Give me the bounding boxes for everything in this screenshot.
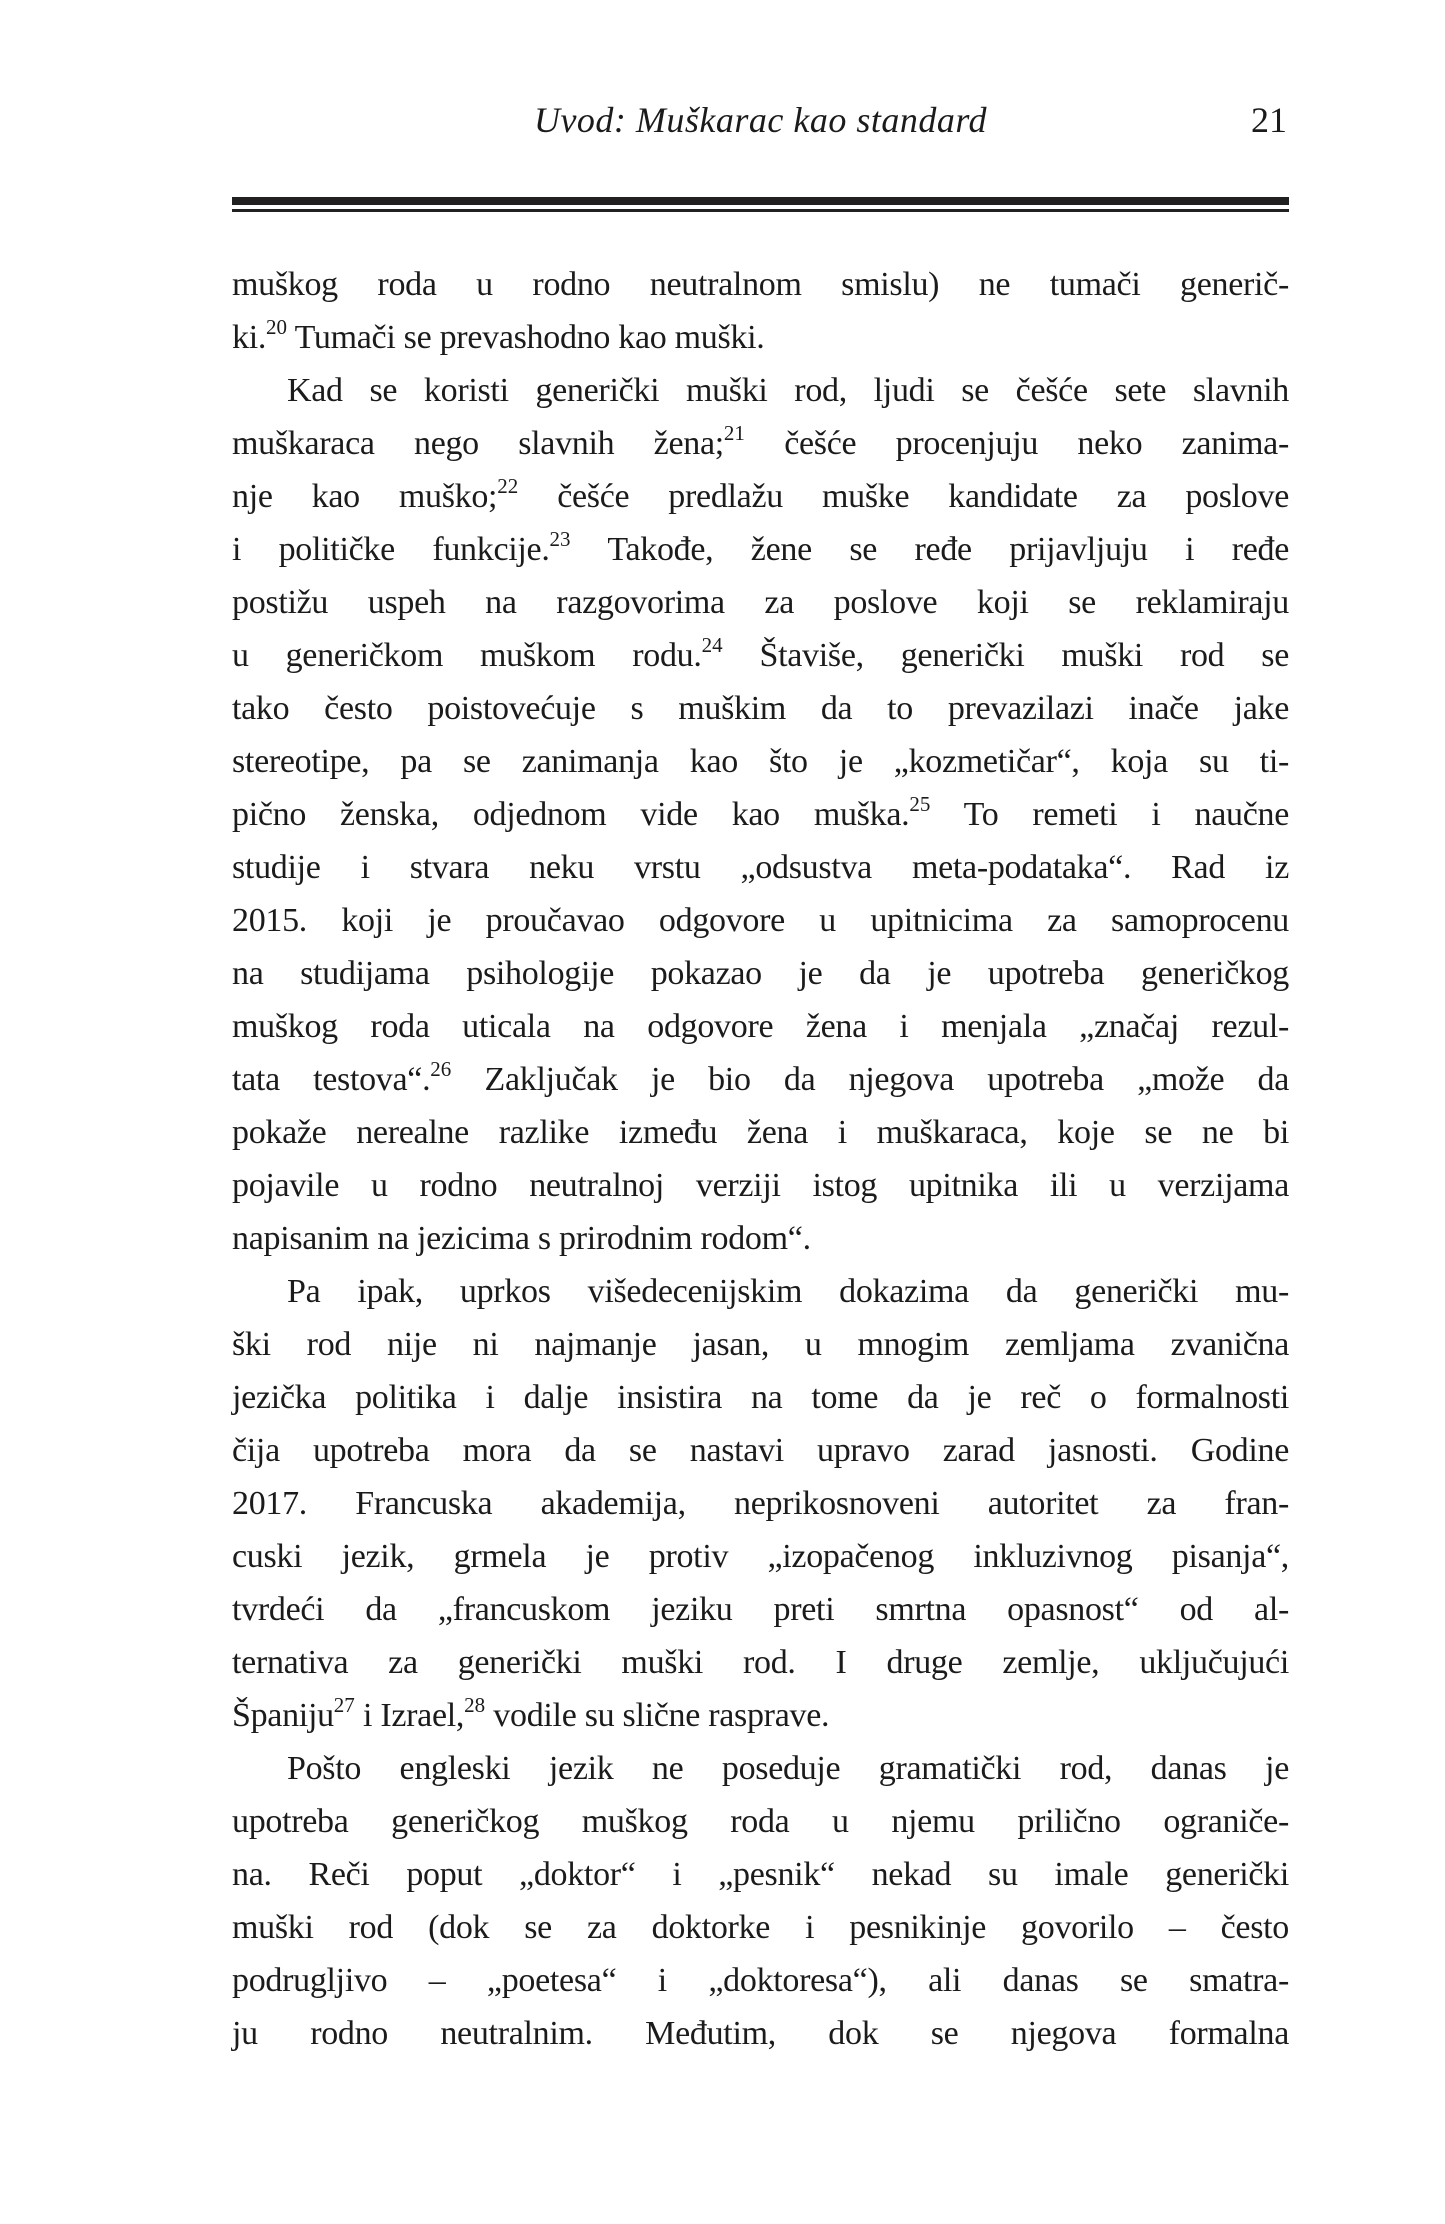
text-line: Pa ipak, uprkos višedecenijskim dokazima da generički mu-	[287, 1273, 1289, 1310]
footnote-ref: 22	[497, 473, 519, 498]
text-line: stereotipe, pa se zanimanja kao što je „kozmetičar“, koja su ti-	[232, 743, 1289, 780]
text-line: tata testova“.$^{26}$ Zaključak je bio da njegova upotreba „može da	[232, 1056, 1289, 1098]
text-line: pokaže nerealne razlike između žena i muškaraca, koje se ne bi	[232, 1114, 1289, 1151]
header-rule-thick	[232, 197, 1289, 205]
page-body	[232, 258, 1289, 2060]
footnote-ref: 26	[430, 1056, 452, 1081]
text-line: 2015. koji je proučavao odgovore u upitnicima za samoprocenu	[232, 902, 1289, 939]
text-line: čija upotreba mora da se nastavi upravo zarad jasnosti. Godine	[232, 1432, 1289, 1469]
text-line: napisanim na jezicima s prirodnim rodom“.	[232, 1220, 811, 1257]
text-line: ški rod nije ni najmanje jasan, u mnogim zemljama zvanična	[232, 1326, 1289, 1363]
text-line: muškog roda u rodno neutralnom smislu) ne tumači generič-	[232, 266, 1289, 303]
text-line: upotreba generičkog muškog roda u njemu prilično ograniče-	[232, 1803, 1289, 1840]
footnote-ref: 27	[333, 1692, 355, 1717]
running-title: Uvod: Muškarac kao standard	[533, 100, 988, 140]
footnote-ref: 21	[723, 420, 745, 445]
text-line: u generičkom muškom rodu.$^{24}$ Štaviše, generički muški rod se	[232, 632, 1290, 674]
text-line: muškaraca nego slavnih žena;$^{21}$ češće procenjuju neko zanima-	[232, 420, 1289, 462]
text-line: Kad se koristi generički muški rod, ljudi se češće sete slavnih	[287, 372, 1289, 409]
text-line: tvrdeći da „francuskom jeziku preti smrtna opasnost“ od al-	[232, 1591, 1289, 1628]
text-column	[232, 0, 1289, 2060]
footnote-ref: 25	[909, 791, 931, 816]
page-number: 21	[1251, 100, 1287, 140]
header-rule-thin	[232, 209, 1289, 212]
text-line: muškog roda uticala na odgovore žena i menjala „značaj rezul-	[232, 1008, 1289, 1045]
text-line: 2017. Francuska akademija, neprikosnoveni autoritet za fran-	[232, 1485, 1289, 1522]
text-line: ternativa za generički muški rod. I druge zemlje, uključujući	[232, 1644, 1289, 1681]
text-line: studije i stvara neku vrstu „odsustva meta-podataka“. Rad iz	[232, 849, 1289, 886]
text-line: tako često poistovećuje s muškim da to prevazilazi inače jake	[232, 690, 1289, 727]
text-line: ki.$^{20}$ Tumači se prevashodno kao muški.	[232, 314, 765, 356]
text-line: pojavile u rodno neutralnoj verziji istog upitnika ili u verzijama	[232, 1167, 1289, 1204]
text-line: na studijama psihologije pokazao je da je upotreba generičkog	[232, 955, 1289, 992]
text-line: cuski jezik, grmela je protiv „izopačenog inkluzivnog pisanja“,	[232, 1538, 1289, 1575]
page-header	[232, 95, 1289, 145]
footnote-ref: 23	[549, 526, 571, 551]
text-line: pično ženska, odjednom vide kao muška.$^{25}$ To remeti i naučne	[232, 791, 1289, 833]
text-line: ju rodno neutralnim. Međutim, dok se njegova formalna	[232, 2015, 1289, 2052]
footnote-ref: 28	[464, 1692, 486, 1717]
footnote-ref: 24	[701, 632, 723, 657]
text-line: muški rod (dok se za doktorke i pesnikinje govorilo – često	[232, 1909, 1289, 1946]
text-line: na. Reči poput „doktor“ i „pesnik“ nekad su imale generički	[232, 1856, 1289, 1893]
text-line: jezička politika i dalje insistira na tome da je reč o formalnosti	[232, 1379, 1289, 1416]
text-line: i političke funkcije.$^{23}$ Takođe, žene se ređe prijavljuju i ređe	[232, 526, 1289, 568]
text-line: postižu uspeh na razgovorima za poslove koji se reklamiraju	[232, 584, 1289, 621]
text-line: Španiju$^{27}$ i Izrael,$^{28}$ vodile su slične rasprave.	[232, 1692, 830, 1734]
text-line: podrugljivo – „poetesa“ i „doktoresa“), ali danas se smatra-	[232, 1962, 1289, 1999]
footnote-ref: 20	[266, 314, 288, 339]
text-line: nje kao muško;$^{22}$ češće predlažu muške kandidate za poslove	[232, 473, 1289, 515]
text-line: Pošto engleski jezik ne poseduje gramatički rod, danas je	[287, 1750, 1289, 1787]
